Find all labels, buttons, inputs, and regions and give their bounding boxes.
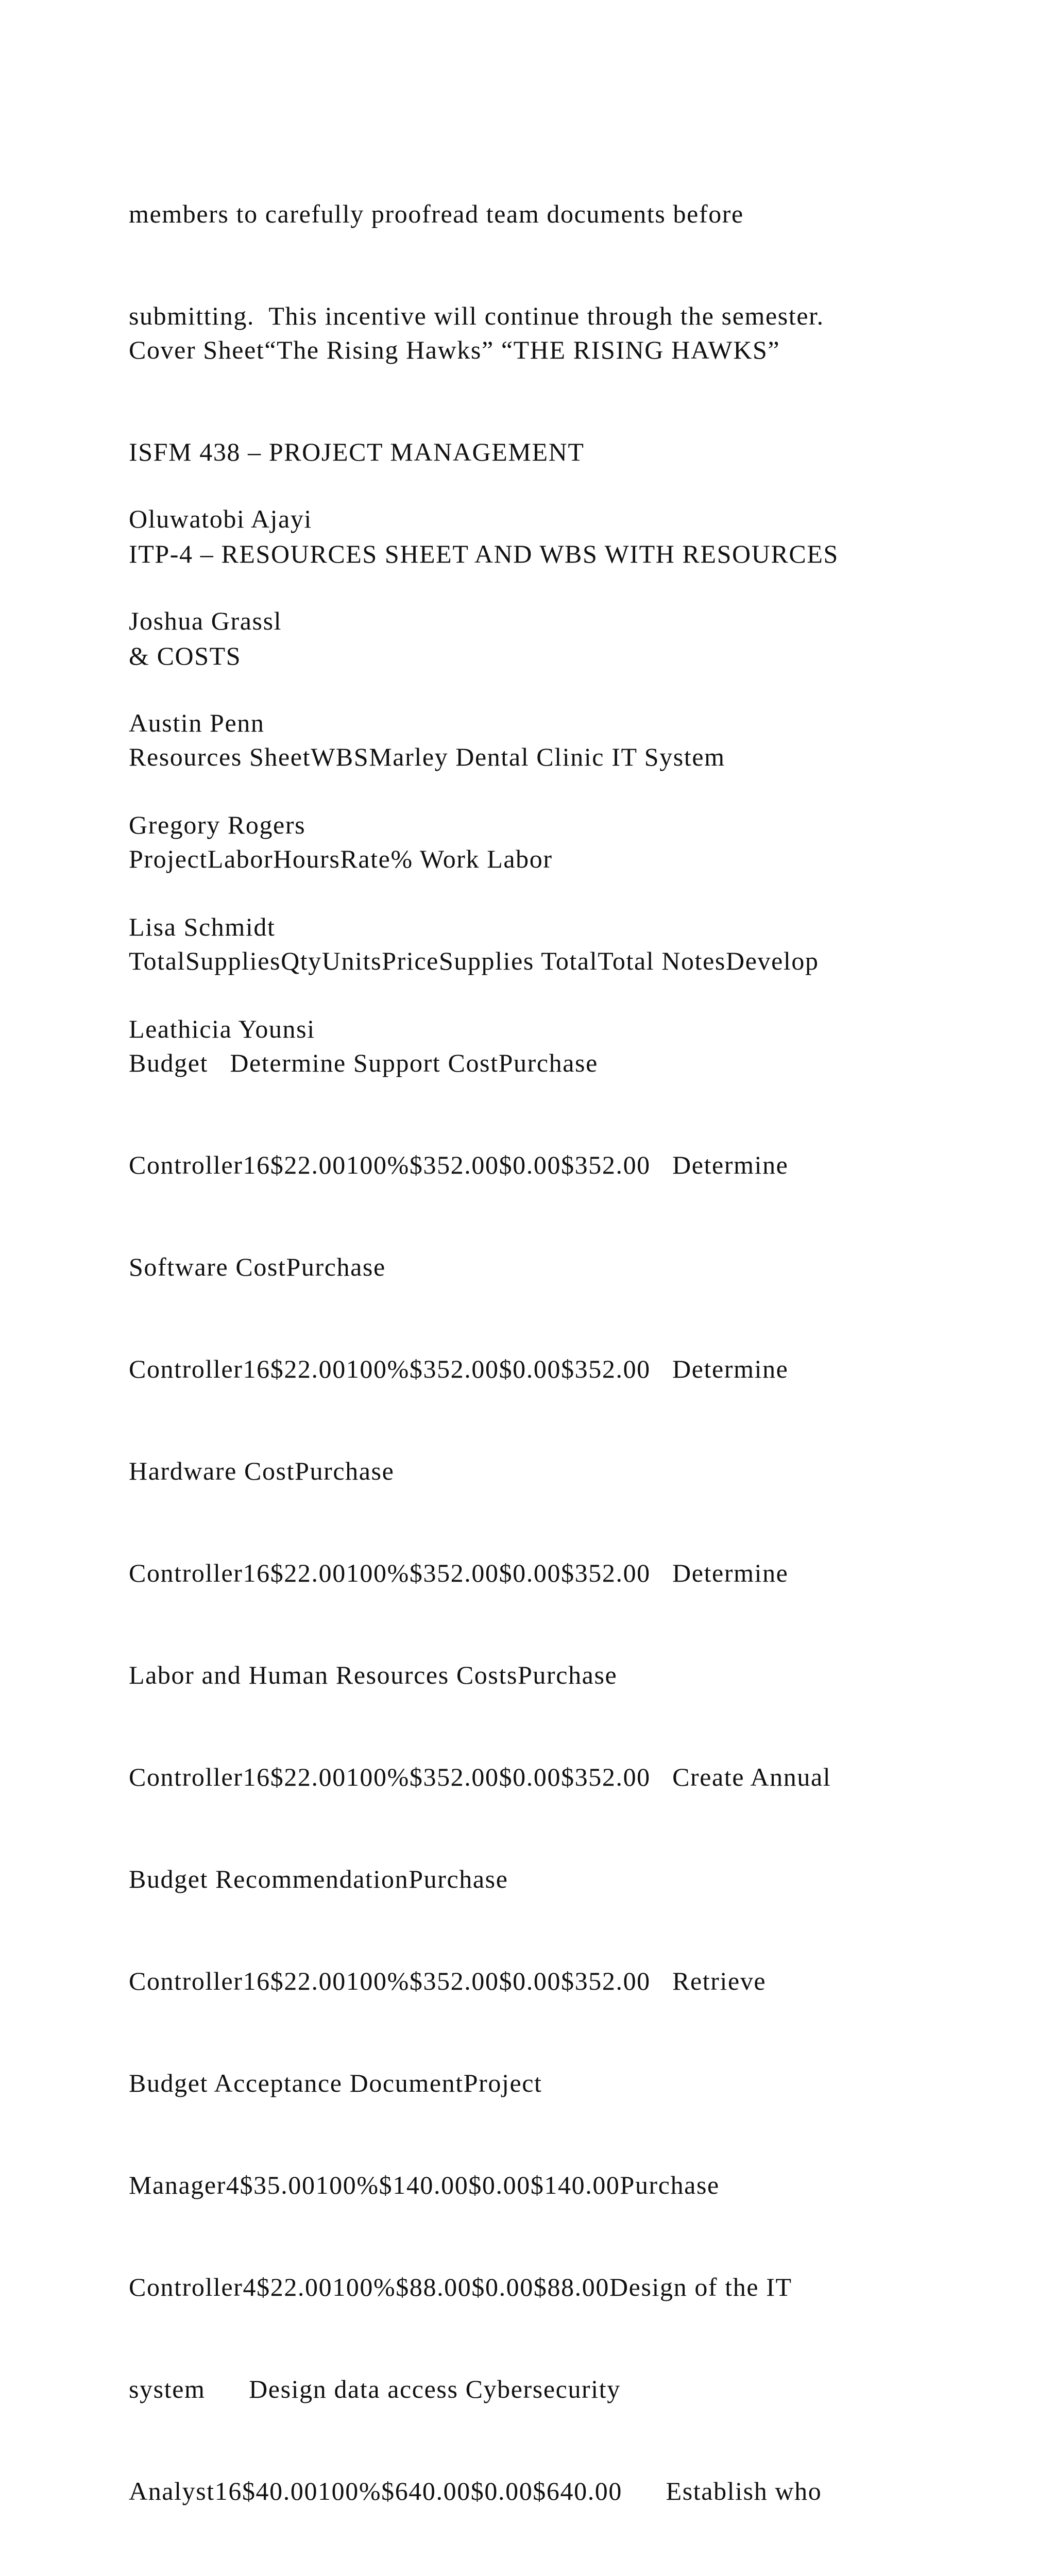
- resources-line: Budget RecommendationPurchase: [129, 1865, 508, 1893]
- resources-line: Budget Acceptance DocumentProject: [129, 2069, 542, 2097]
- team-member-name: Gregory Rogers: [129, 810, 306, 839]
- resources-line: Controller4$22.00100%$88.00$0.00$88.00Design of the IT: [129, 2273, 792, 2301]
- cover-line: ISFM 438 – PROJECT MANAGEMENT: [129, 437, 585, 466]
- intro-line: submitting. This incentive will continue through the semester.: [129, 301, 824, 330]
- resources-line: Controller16$22.00100%$352.00$0.00$352.00 Determine: [129, 1558, 789, 1587]
- cover-line: Cover Sheet“The Rising Hawks” “THE RISING HAWKS”: [129, 335, 780, 364]
- resources-line: Software CostPurchase: [129, 1252, 386, 1281]
- resources-line: Labor and Human Resources CostsPurchase: [129, 1660, 618, 1689]
- cover-line: ITP-4 – RESOURCES SHEET AND WBS WITH RESOURCES: [129, 539, 839, 568]
- resources-line: Controller16$22.00100%$352.00$0.00$352.00 Create Annual: [129, 1762, 831, 1791]
- resources-line: Manager4$35.00100%$140.00$0.00$140.00Purchase: [129, 2171, 720, 2199]
- resources-line: ProjectLaborHoursRate% Work Labor: [129, 844, 553, 873]
- team-member-name: Austin Penn: [129, 708, 265, 737]
- intro-line: members to carefully proofread team documents before: [129, 199, 744, 228]
- resources-line: Controller16$22.00100%$352.00$0.00$352.00 Determine: [129, 1354, 789, 1383]
- resources-line: TotalSuppliesQtyUnitsPriceSupplies TotalTotal NotesDevelop: [129, 946, 819, 975]
- resources-line: Hardware CostPurchase: [129, 1456, 395, 1485]
- team-member-name: Leathicia Younsi: [129, 1014, 315, 1043]
- resources-line: Budget Determine Support CostPurchase: [129, 1048, 598, 1077]
- team-member-name: Oluwatobi Ajayi: [129, 504, 312, 533]
- team-member-name: Lisa Schmidt: [129, 912, 276, 941]
- team-member-name: Joshua Grassl: [129, 606, 282, 635]
- resources-line: Analyst16$40.00100%$640.00$0.00$640.00 Establish who: [129, 2477, 822, 2505]
- resources-line: Controller16$22.00100%$352.00$0.00$352.00 Retrieve: [129, 1967, 767, 1995]
- resources-sheet-text: [129, 672, 932, 2576]
- resources-line: system Design data access Cybersecurity: [129, 2375, 621, 2403]
- resources-line: Resources SheetWBSMarley Dental Clinic IT System: [129, 742, 725, 771]
- cover-line: & COSTS: [129, 641, 242, 670]
- resources-line: Controller16$22.00100%$352.00$0.00$352.00 Determine: [129, 1150, 789, 1179]
